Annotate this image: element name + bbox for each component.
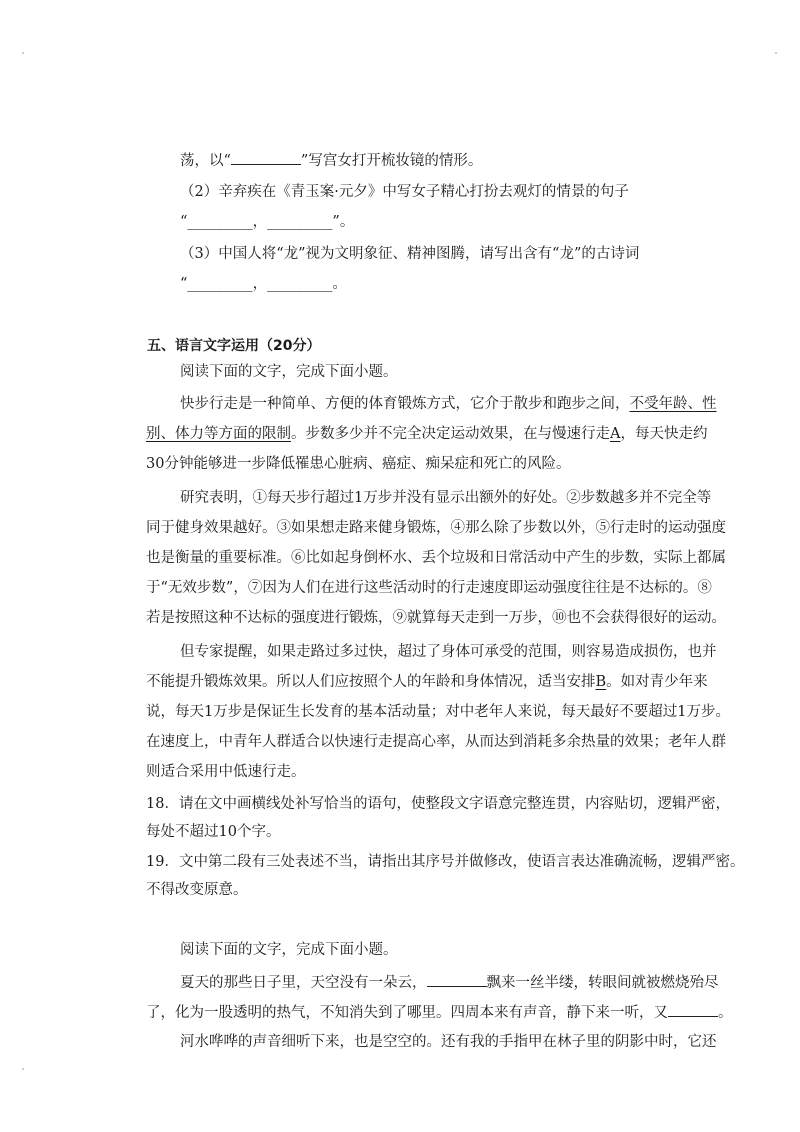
poem-question-2: （2）辛弃疾在《青玉案·元夕》中写女子精心打扮去观灯的情景的句子 [180,184,629,200]
scan-speck [775,52,777,54]
para1-line-2: 别、体力等方面的限制。步数多少并不完全决定运动效果，在与慢速行走A，每天快走约 [146,426,708,442]
para1-line-3: 30分钟能够进一步降低罹患心脏病、癌症、痴呆症和死亡的风险。 [146,456,571,472]
question-19: 19．文中第二段有三处表述不当，请指出其序号并做修改，使语言表达准确流畅，逻辑严密。 [146,854,745,870]
para2-line-1: 研究表明，①每天步行超过1万步并没有显示出额外的好处。②步数越多并不完全等 [180,490,712,506]
para2-line-4: 于“无效步数”，⑦因为人们在进行这些活动时的行走速度即运动强度往往是不达标的。⑧ [146,580,712,596]
passage2-line-3: 河水哗哗的声音细听下来，也是空空的。还有我的手指甲在林子里的阴影中时，它还 [180,1034,717,1050]
underlined-phrase: 别、体力等方面的限制 [146,426,291,442]
section-intro: 阅读下面的文字，完成下面小题。 [180,364,398,380]
answer-blank[interactable] [231,150,301,165]
para3-line-3: 说，每天1万步是保证生长发育的基本活动量；对中老年人来说，每天最好不要超过1万步。 [146,704,730,720]
blank-mark-a: A [610,426,621,442]
question-18: 18．请在文中画横线处补写恰当的语句，使整段文字语意完整连贯，内容贴切，逻辑严密， [146,796,730,812]
para3-line-5: 则适合采用中低速行走。 [146,764,306,780]
scan-speck [22,52,24,54]
poem-question-2-blanks[interactable]: “_________，_________”。 [180,214,355,230]
blank-mark-b: B [595,674,607,690]
underlined-phrase: 不受年龄、性 [629,396,717,412]
poem-question-3: （3）中国人将“龙”视为文明象征、精神图腾，请写出含有“龙”的古诗词 [180,246,640,262]
passage2-line-2: 了，化为一股透明的热气，不知消失到了哪里。四周本来有声音，静下来一听，又 。 [146,1002,733,1023]
answer-blank[interactable] [668,1002,718,1017]
para3-line-4: 在速度上，中青年人群适合以快速行走提高心率，从而达到消耗多余热量的效果；老年人群 [146,734,726,750]
para2-line-3: 也是衡量的重要标准。⑥比如起身倒杯水、丢个垃圾和日常活动中产生的步数，实际上都属 [146,550,726,566]
scan-speck [22,1068,24,1070]
para2-line-2: 同于健身效果越好。③如果想走路来健身锻炼，④那么除了步数以外，⑤行走时的运动强度 [146,520,726,536]
answer-blank[interactable] [427,972,487,987]
para3-line-1: 但专家提醒，如果走路过多过快，超过了身体可承受的范围，则容易造成损伤，也并 [180,644,717,660]
section-heading: 五、语言文字运用（20分） [147,338,321,354]
question-19-cont: 不得改变原意。 [146,882,248,898]
poem-question-3-blanks[interactable]: “_________，_________。 [180,276,347,292]
passage2-intro: 阅读下面的文字，完成下面小题。 [180,942,398,958]
para1-line-1: 快步行走是一种简单、方便的体育锻炼方式，它介于散步和跑步之间，不受年龄、性 [180,396,717,412]
poem-line-1: 荡，以“ ”写宫女打开梳妆镜的情形。 [180,150,482,171]
para2-line-5: 若是按照这种不达标的强度进行锻炼，⑨就算每天走到一万步，⑩也不会获得很好的运动。 [146,610,726,626]
para3-line-2: 不能提升锻炼效果。所以人们应按照个人的年龄和身体情况，适当安排B。如对青少年来 [146,674,708,690]
passage2-line-1: 夏天的那些日子里，天空没有一朵云， 飘来一丝半缕，转眼间就被燃烧殆尽 [180,972,719,993]
question-18-cont: 每处不超过10个字。 [146,824,281,840]
